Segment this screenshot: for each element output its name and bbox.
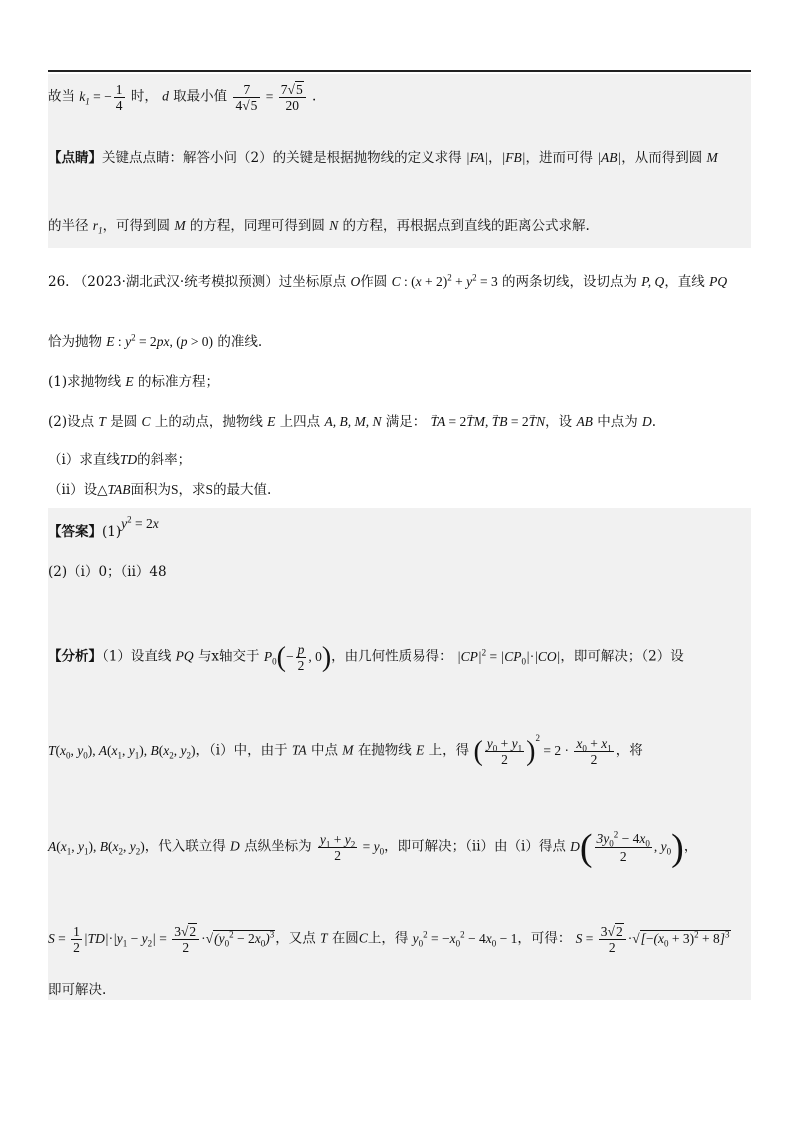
text-segment: . <box>311 88 317 105</box>
formula: PQ <box>709 274 728 289</box>
formula: M <box>706 150 718 165</box>
formula: TAB <box>107 482 131 497</box>
formula: AB <box>576 414 593 429</box>
formula: T <box>320 930 328 946</box>
formula: $\frac{7}{4√5}$ = $\frac{7√5}{20}$ <box>231 89 307 104</box>
formula: |FA| <box>465 150 489 165</box>
text-segment: ， <box>683 838 698 855</box>
text-segment: 上，得 <box>367 930 409 947</box>
text-segment: (2)设点 <box>48 414 95 430</box>
formula: $y^2 = 2x$ <box>121 514 159 531</box>
text-segment: 的两条切线，设切点为 <box>502 274 637 290</box>
text-segment: 上四点 <box>279 414 321 430</box>
text-segment: ，又点 <box>275 930 316 947</box>
q26-item-ii <box>48 480 751 500</box>
formula: ( $\frac{y_0 + y_1}{2}$ )$^2$ = 2 · $\frac{x_0 + x_1}{2}$ <box>473 733 612 767</box>
formula: D <box>230 838 240 854</box>
text-segment: 的最大值. <box>213 482 272 498</box>
text-segment: （ii）设△ <box>48 482 108 498</box>
text-segment: 的半径 <box>48 218 89 234</box>
answer-tag: 【答案】 <box>48 524 102 540</box>
formula: $\frac{y_1 + y_2}{2}$ = $y_0$ <box>319 832 385 863</box>
formula: E <box>125 374 134 389</box>
text-segment: ，即可解决；（ii）由（i）得点 <box>384 838 566 855</box>
formula: TD <box>119 452 138 467</box>
text-segment: ，设 <box>545 414 573 430</box>
text-segment: 的方程，同理可得到圆 <box>189 218 325 234</box>
analysis-line-3 <box>48 826 751 869</box>
analysis-line-4 <box>48 924 751 955</box>
q26-item-i <box>48 450 751 470</box>
text-segment: 过坐标原点 <box>278 274 347 290</box>
text-segment: 与x轴交于 <box>197 648 260 665</box>
formula: PQ <box>175 648 194 664</box>
formula: $T(x_0$, $y_0$), $A(x_1$, $y_1$), $B(x_2$, $y_2$) <box>48 742 196 761</box>
formula: D( $\frac{3y_0^2 - 4x_0}{2}$ , $y_0$) <box>570 826 684 869</box>
formula: E <box>416 742 425 758</box>
note-tag: 【点睛】 <box>48 150 102 166</box>
text-segment: ，从而得到圆 <box>621 150 703 166</box>
text-segment: ，求 <box>178 482 206 498</box>
text-segment: （i）求直线 <box>48 452 120 468</box>
formula: d <box>162 88 169 104</box>
formula: S = $\frac{1}{2}$ $|TD|\cdot|y_1 - y_2|$ = $\frac{3√2}{2}$ $\cdot√(y_0^2 - 2x_0)^3$ <box>48 924 275 955</box>
note-line-1: 【点睛】关键点点睛：解答小问（2）的关键是根据抛物线的定义求得 |FA|，|FB|，进而可得 |AB|，从而得到圆 M <box>48 150 718 166</box>
formula: C <box>358 930 368 946</box>
formula: $k_1$ = − $\frac{1}{4}$ <box>79 82 123 113</box>
answer-line-1 <box>48 514 751 542</box>
text-segment: 点纵坐标为 <box>244 838 312 855</box>
text-segment: 作圆 <box>360 274 388 290</box>
formula: E : $y^2 = 2px$, (p > 0) <box>106 332 214 349</box>
formula: S = $\frac{3√2}{2}$ $\cdot√[-(x_0 + 3)^2 + 8]^3$ <box>575 924 730 955</box>
text-segment: 关键点点睛：解答小问（2）的关键是根据抛物线的定义求得 <box>102 150 462 166</box>
formula: $P_0(-$ $\frac{p}{2}$ , 0) <box>263 641 332 673</box>
text-segment: ，代入联立得 <box>144 838 226 855</box>
text-segment: 中点 <box>310 742 338 759</box>
formula: $|CP|^2 = |CP_0|\cdot|CO|$ <box>456 647 561 667</box>
formula: S <box>171 482 179 497</box>
text-segment: 时， <box>130 88 158 105</box>
text-segment: 在圆 <box>331 930 359 947</box>
answer-line-2 <box>48 562 751 582</box>
text-segment: . <box>651 414 657 430</box>
analysis-line-5 <box>48 980 751 1000</box>
text-segment: ，由几何性质易得： <box>331 648 453 665</box>
text-segment: 上，得 <box>428 742 470 759</box>
formula: T <box>98 414 106 429</box>
analysis-tag: 【分析】 <box>48 648 102 665</box>
note-line-2 <box>48 216 751 236</box>
text-segment: 是圆 <box>110 414 138 430</box>
text-segment: ，直线 <box>664 274 705 290</box>
text-segment: 故当 <box>48 88 75 105</box>
text-segment: 的标准方程； <box>137 374 219 390</box>
text-segment: 的方程，再根据点到直线的距离公式求解. <box>342 218 590 234</box>
formula: $A(x_1$, $y_1$), $B(x_2$, $y_2$) <box>48 838 145 857</box>
text-segment: ，进而可得 <box>525 150 593 166</box>
formula: |AB| <box>597 150 622 165</box>
top-rule <box>48 70 751 72</box>
text-segment: ，可得到圆 <box>102 218 171 234</box>
formula: S <box>205 482 214 497</box>
analysis-line-2 <box>48 733 751 767</box>
text-segment: (1) <box>102 524 122 540</box>
text-segment: （1）设直线 <box>102 648 172 665</box>
formula: O <box>350 274 361 289</box>
formula: |FB| <box>501 150 526 165</box>
text-segment: 上的动点，抛物线 <box>154 414 263 430</box>
text-segment: 的准线. <box>217 334 263 350</box>
text-segment: (2)（i）0；（ii）48 <box>48 564 167 580</box>
formula: → TA = 2→ TM, → TB = 2→ TN <box>431 414 546 429</box>
formula: A, B, M, N <box>324 414 382 429</box>
q26-line-1 <box>48 272 751 292</box>
text-segment: (1)求抛物线 <box>48 374 122 390</box>
text-segment: 取最小值 <box>173 88 228 105</box>
formula: M <box>174 218 186 233</box>
q26-sub-2 <box>48 412 751 432</box>
formula: C : $(x + 2)^2 + y^2 = 3$ <box>391 272 498 289</box>
text-segment: ，将 <box>615 742 643 759</box>
formula: E <box>267 414 276 429</box>
text-segment: 在抛物线 <box>357 742 412 759</box>
formula: TA <box>291 742 307 758</box>
formula: M <box>342 742 354 758</box>
question-source: （2023·湖北武汉·统考模拟预测） <box>73 274 279 290</box>
analysis-line-1 <box>48 642 751 673</box>
text-segment: ，即可解决；（2）设 <box>560 648 684 665</box>
text-segment: 恰为抛物 <box>48 334 102 350</box>
formula: N <box>329 218 339 233</box>
text-segment: 即可解决. <box>48 982 107 998</box>
question-number: 26. <box>48 274 70 290</box>
text-segment: 面积为 <box>130 482 172 498</box>
text-segment: 的斜率； <box>137 452 192 468</box>
q26-sub-1 <box>48 372 751 392</box>
formula: C <box>141 414 151 429</box>
text-segment: 满足： <box>385 414 427 430</box>
q26-line-2 <box>48 332 751 352</box>
formula: D <box>642 414 652 429</box>
text-segment: ，可得： <box>517 930 572 947</box>
result-line <box>48 82 751 113</box>
text-segment: ，（i）中，由于 <box>195 742 288 759</box>
formula: P, Q <box>641 274 665 289</box>
formula: $r_1$ <box>92 218 103 236</box>
formula: $y_0^2 = -x_0^2 - 4x_0 - 1$ <box>412 929 518 949</box>
text-segment: 中点为 <box>597 414 638 430</box>
